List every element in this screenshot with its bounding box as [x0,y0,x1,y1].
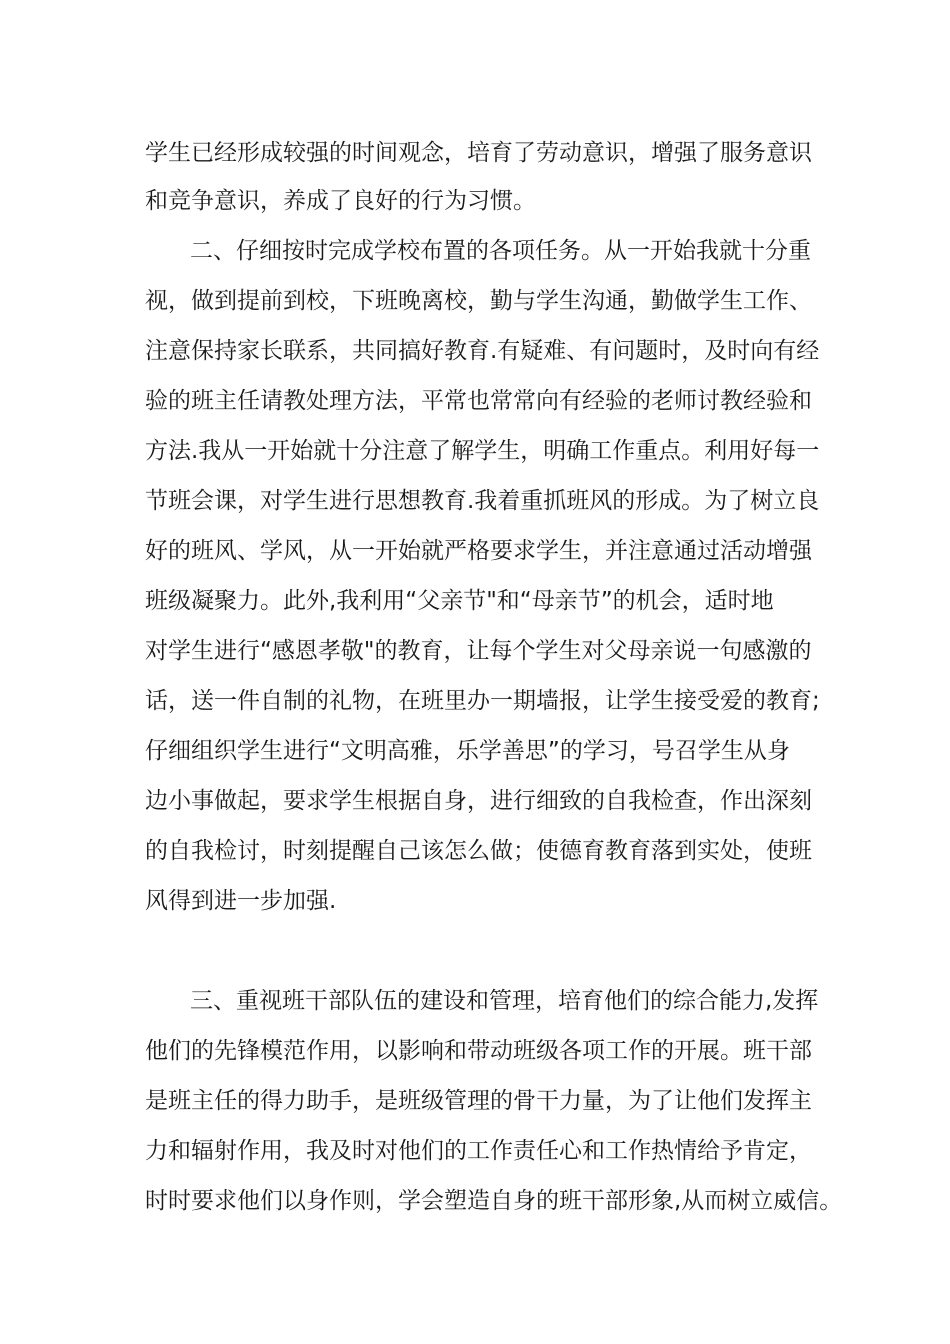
paragraph-2-line-1: 二、仔细按时完成学校布置的各项任务。从一开始我就十分重 [190,238,811,264]
paragraph-1-line-2: 和竞争意识，养成了良好的行为习惯。 [145,188,536,214]
paragraph-3-line-4: 力和辐射作用，我及时对他们的工作责任心和工作热情给予肯定， [145,1138,812,1164]
paragraph-3-line-5: 时时要求他们以身作则，学会塑造自身的班干部形象,从而树立威信。 [145,1188,843,1214]
paragraph-2-line-3: 注意保持家长联系，共同搞好教育.有疑难、有问题时，及时向有经 [145,338,820,364]
paragraph-2-line-5: 方法.我从一开始就十分注意了解学生，明确工作重点。利用好每一 [145,438,820,464]
paragraph-2-line-6: 节班会课，对学生进行思想教育.我着重抓班风的形成。为了树立良 [145,488,820,514]
paragraph-2-line-11: 仔细组织学生进行“文明高雅，乐学善思”的学习，号召学生从身 [145,738,790,764]
paragraph-2-line-12: 边小事做起，要求学生根据自身，进行细致的自我检查，作出深刻 [145,788,812,814]
paragraph-2-line-8: 班级凝聚力。此外,我利用“父亲节"和“母亲节”的机会，适时地 [145,588,774,614]
paragraph-2-line-10: 话，送一件自制的礼物，在班里办一期墙报，让学生接受爱的教育; [145,688,820,714]
paragraph-2-line-9: 对学生进行“感恩孝敬"的教育，让每个学生对父母亲说一句感激的 [145,638,812,664]
paragraph-1-line-1: 学生已经形成较强的时间观念，培育了劳动意识，增强了服务意识 [145,140,812,166]
paragraph-2-line-2: 视，做到提前到校，下班晚离校，勤与学生沟通，勤做学生工作、 [145,288,812,314]
paragraph-2-line-7: 好的班风、学风，从一开始就严格要求学生，并注意通过活动增强 [145,538,812,564]
paragraph-3-line-2: 他们的先锋模范作用，以影响和带动班级各项工作的开展。班干部 [145,1038,812,1064]
paragraph-3-line-3: 是班主任的得力助手，是班级管理的骨干力量，为了让他们发挥主 [145,1088,812,1114]
paragraph-3-line-1: 三、重视班干部队伍的建设和管理，培育他们的综合能力,发挥 [190,988,819,1014]
paragraph-2-line-4: 验的班主任请教处理方法，平常也常常向有经验的老师讨教经验和 [145,388,812,414]
paragraph-2-line-14: 风得到进一步加强. [145,888,337,914]
paragraph-2-line-13: 的自我检讨，时刻提醒自己该怎么做；使德育教育落到实处，使班 [145,838,812,864]
